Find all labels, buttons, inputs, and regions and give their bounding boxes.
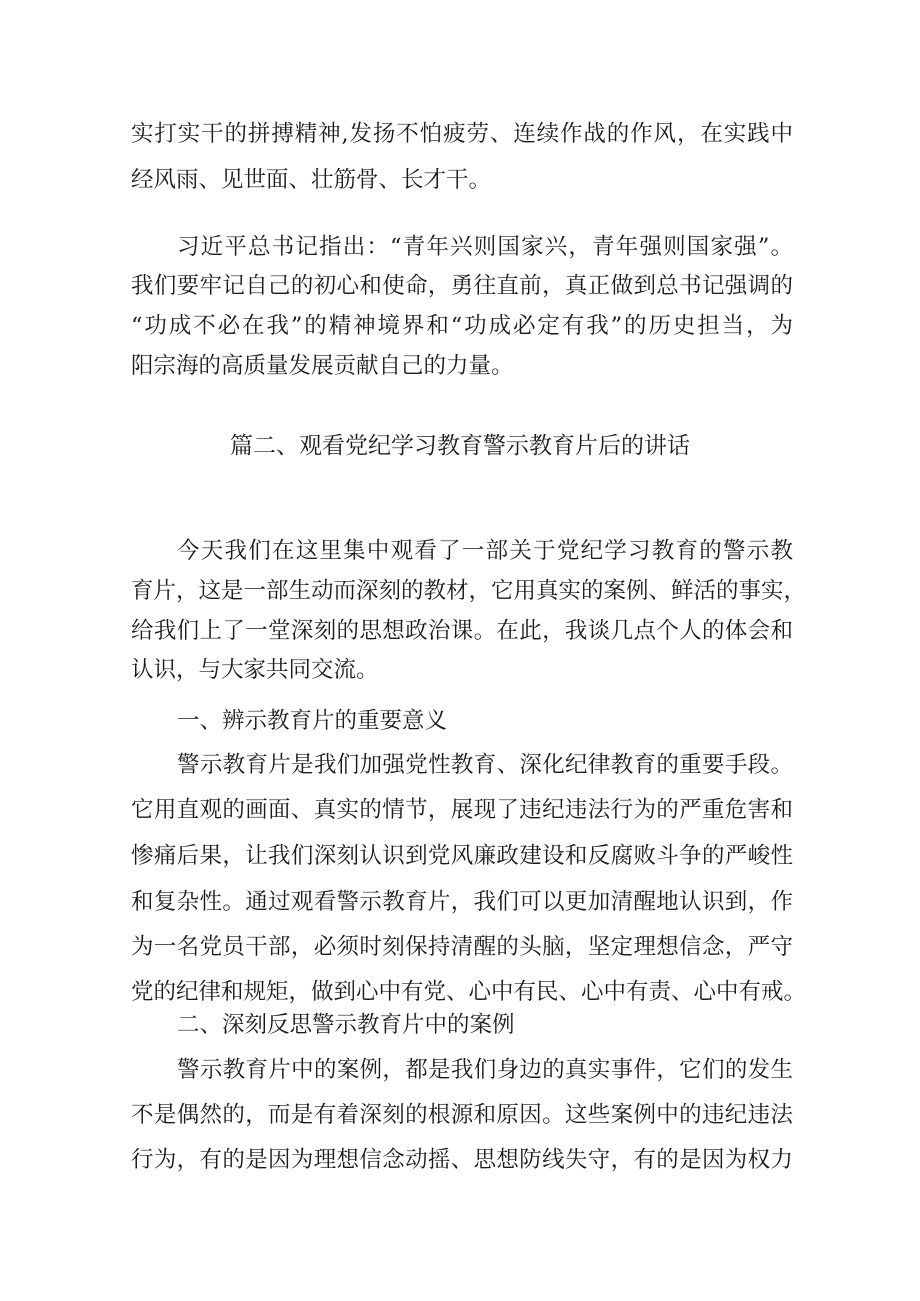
- article-title: 篇二、观看党纪学习教育警示教育片后的讲话: [230, 433, 690, 459]
- section-heading: 二、深刻反思警示教育片中的案例: [177, 1012, 515, 1038]
- paragraph-line: 认识，与大家共同交流。: [131, 657, 379, 683]
- paragraph-line: 育片，这是一部生动而深刻的教材，它用真实的案例、鲜活的事实，: [131, 578, 807, 604]
- paragraph-line: 和复杂性。通过观看警示教育片，我们可以更加清醒地认识到，作: [131, 889, 793, 915]
- paragraph-line: 为一名党员干部，必须时刻保持清醒的头脑，坚定理想信念，严守: [131, 934, 793, 960]
- paragraph-line: “功成不必在我”的精神境界和“功成必定有我”的历史担当，为: [131, 313, 793, 339]
- paragraph-line: 习近平总书记指出：“青年兴则国家兴，青年强则国家强”。: [177, 234, 793, 260]
- paragraph-line: 不是偶然的，而是有着深刻的根源和原因。这些案例中的违纪违法: [131, 1102, 793, 1128]
- paragraph-line: 我们要牢记自己的初心和使命，勇往直前，真正做到总书记强调的: [131, 273, 793, 299]
- paragraph-line: 党的纪律和规矩，做到心中有党、心中有民、心中有责、心中有戒。: [131, 979, 807, 1005]
- paragraph-line: 经风雨、见世面、壮筋骨、长才干。: [131, 167, 492, 193]
- paragraph-line: 惨痛后果，让我们深刻认识到党风廉政建设和反腐败斗争的严峻性: [131, 843, 793, 869]
- section-heading: 一、辨示教育片的重要意义: [177, 708, 448, 734]
- paragraph-line: 警示教育片中的案例，都是我们身边的真实事件，它们的发生: [177, 1057, 793, 1083]
- paragraph-line: 阳宗海的高质量发展贡献自己的力量。: [131, 353, 514, 379]
- paragraph-line: 给我们上了一堂深刻的思想政治课。在此，我谈几点个人的体会和: [131, 618, 793, 644]
- paragraph-line: 行为，有的是因为理想信念动摇、思想防线失守，有的是因为权力: [131, 1147, 793, 1173]
- paragraph-line: 今天我们在这里集中观看了一部关于党纪学习教育的警示教: [177, 538, 793, 564]
- paragraph-line: 实打实干的拼搏精神,发扬不怕疲劳、连续作战的作风，在实践中: [131, 121, 793, 147]
- paragraph-line: 它用直观的画面、真实的情节，展现了违纪违法行为的严重危害和: [131, 797, 793, 823]
- paragraph-line: 警示教育片是我们加强党性教育、深化纪律教育的重要手段。: [177, 752, 793, 778]
